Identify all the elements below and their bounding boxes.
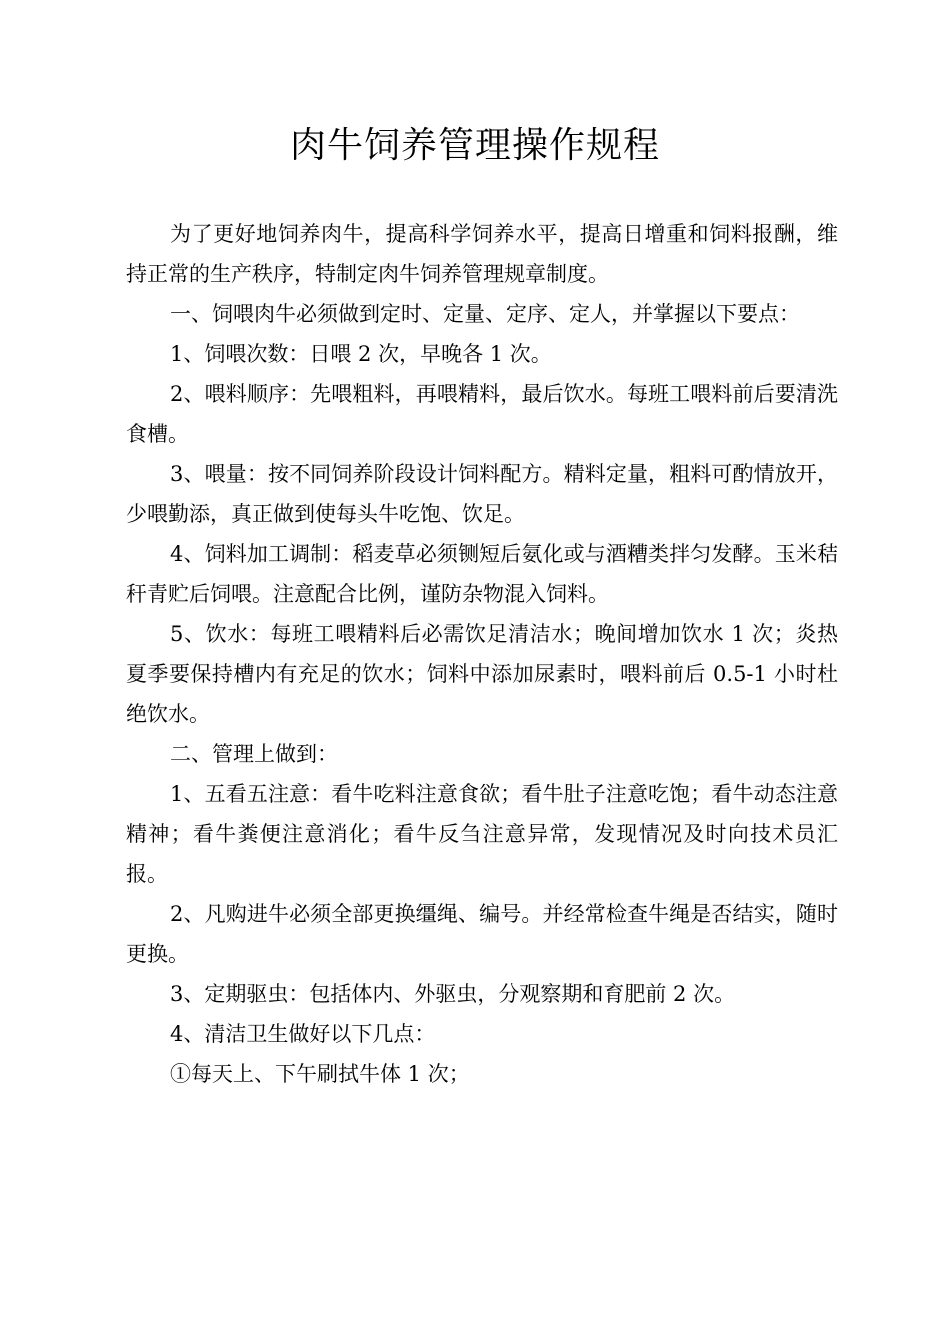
paragraph-five-checks: 1、五看五注意：看牛吃料注意食欲；看牛肚子注意吃饱；看牛动态注意精神；看牛粪便注意消化；看牛反刍注意异常，发现情况及时向技术员汇报。 bbox=[126, 782, 838, 886]
paragraph-feeding-amount: 3、喂量：按不同饲养阶段设计饲料配方。精料定量，粗料可酌情放开，少喂勤添，真正做到使每头牛吃饱、饮足。 bbox=[126, 462, 838, 526]
paragraph-feed-processing: 4、饲料加工调制：稻麦草必须铡短后氨化或与酒糟类拌匀发酵。玉米秸秆青贮后饲喂。注意配合比例，谨防杂物混入饲料。 bbox=[126, 542, 838, 606]
paragraph-halter-replacement: 2、凡购进牛必须全部更换缰绳、编号。并经常检查牛绳是否结实，随时更换。 bbox=[126, 902, 838, 966]
paragraph-deworming: 3、定期驱虫：包括体内、外驱虫，分观察期和育肥前 2 次。 bbox=[170, 982, 736, 1006]
paragraph-section-1-heading: 一、饲喂肉牛必须做到定时、定量、定序、定人，并掌握以下要点： bbox=[170, 302, 800, 326]
paragraph-feeding-order: 2、喂料顺序：先喂粗料，再喂精料，最后饮水。每班工喂料前后要清洗食槽。 bbox=[126, 382, 838, 446]
paragraph-hygiene-item-1: ①每天上、下午刷拭牛体 1 次； bbox=[170, 1062, 470, 1086]
document-body bbox=[126, 214, 838, 1094]
paragraph-section-2-heading: 二、管理上做到： bbox=[170, 742, 338, 766]
document-title: 肉牛饲养管理操作规程 bbox=[289, 125, 660, 166]
paragraph-water: 5、饮水：每班工喂精料后必需饮足清洁水；晚间增加饮水 1 次；炎热夏季要保持槽内有充足的饮水；饲料中添加尿素时，喂料前后 0.5-1 小时杜绝饮水。 bbox=[126, 622, 838, 726]
paragraph-hygiene-heading: 4、清洁卫生做好以下几点： bbox=[170, 1022, 436, 1046]
paragraph-feeding-frequency: 1、饲喂次数：日喂 2 次，早晚各 1 次。 bbox=[170, 342, 552, 366]
paragraph-intro: 为了更好地饲养肉牛，提高科学饲养水平，提高日增重和饲料报酬，维持正常的生产秩序，特制定肉牛饲养管理规章制度。 bbox=[126, 222, 838, 286]
